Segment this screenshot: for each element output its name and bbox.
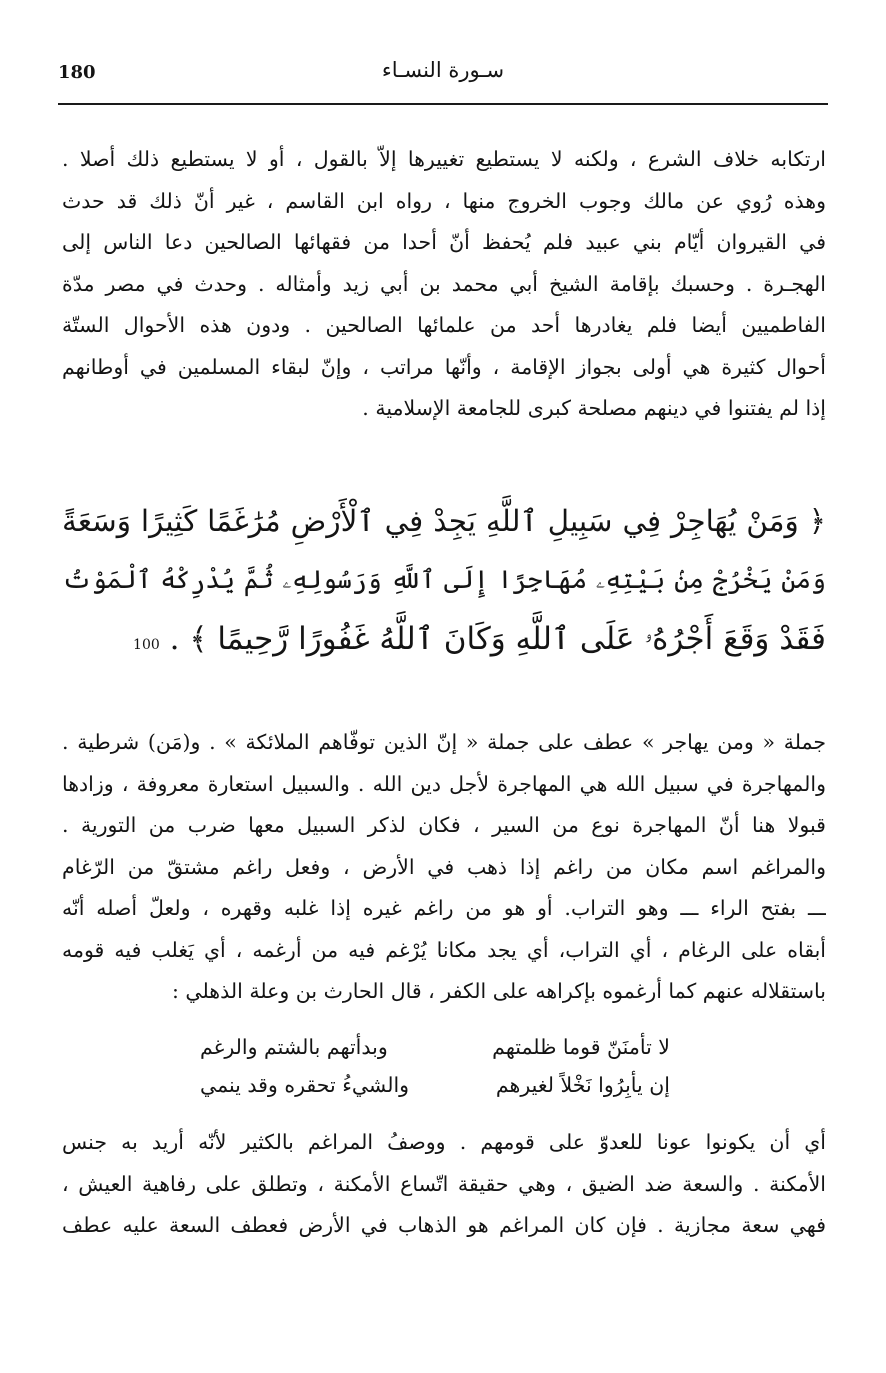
page-header: [58, 56, 828, 100]
text-line: وهذه رُوي عن مالك وجوب الخروج منها ، رواه ابن القاسم ، غير أنّ ذلك قد حدث: [62, 188, 826, 213]
quran-verse: [62, 492, 826, 669]
text-line: والمراغم اسم مكان من راغم إذا ذهب في الأرض ، وفعل راغم مشتقّ من الرّغام: [62, 854, 826, 879]
text-line: أحوال كثيرة هي أولى بجواز الإقامة ، وأنّها مراتب ، وإنّ لبقاء المسلمين في أوطانهم: [62, 354, 826, 379]
page-number: 180: [58, 62, 96, 83]
text-line: قبولا هنا أنّ المهاجرة نوع من السير ، فكان لذكر السبيل معها ضرب من التورية .: [62, 813, 826, 837]
poetry-row: [200, 1066, 670, 1104]
text-line: جملة « ومن يهاجر » عطف على جملة « إنّ الذين توفّاهم الملائكة » . و(مَن) شرطية .: [62, 730, 826, 754]
commentary-paragraph-3: [62, 1122, 826, 1247]
text-line: أبقاه على الرغام ، أي التراب، أي يجد مكانا يُرْغم فيه من أرغمه ، أي يَغلب فيه قومه: [62, 937, 826, 962]
text-line: الأمكنة . والسعة ضد الضيق ، وهي حقيقة اتّساع الأمكنة ، وتطلق على رفاهية العيش ،: [62, 1171, 826, 1196]
text-line: إذا لم يفتنوا في دينهم مصلحة كبرى للجامعة الإسلامية .: [362, 396, 826, 420]
verse-number: 100: [133, 637, 160, 653]
poetry-first-hemistich: إن يأبِرُوا نَخْلاً لغيرهم: [495, 1073, 670, 1097]
text-line: فهي سعة مجازية . فإن كان المراغم هو الذهاب في الأرض فعطف السعة عليه عطف: [62, 1213, 826, 1237]
verse-line-text: فَقَدْ وَقَعَ أَجْرُهُۥ عَلَى ٱللَّهِ وَكَانَ ٱللَّهُ غَفُورًا رَّحِيمًا ﴾ .: [169, 621, 826, 657]
text-line: ارتكابه خلاف الشرع ، ولكنه لا يستطيع تغييرها إلاّ بالقول ، أو لا يستطيع ذلك أصلا .: [62, 147, 826, 171]
poetry-row: [200, 1028, 670, 1066]
poetry-verses: [200, 1028, 670, 1104]
verse-line: ﴿ وَمَنْ يُهَاجِرْ فِي سَبِيلِ ٱللَّهِ يَجِدْ فِي ٱلْأَرْضِ مُرَٰغَمًا كَثِيرًا وَسَعَةً: [62, 504, 826, 538]
text-line: باستقلاله عنهم كما أرغموه بإكراهه على الكفر ، قال الحارث بن وعلة الذهلي :: [172, 979, 826, 1003]
verse-line-last: [62, 610, 826, 669]
surah-title: سـورة النسـاء: [381, 58, 505, 82]
verse-line: وَمَنْ يَخْرُجْ مِنۢ بَيْتِهِۦ مُهَاجِرًا إِلَى ٱللَّهِ وَرَسُولِهِۦ ثُمَّ يُدْرِكْهُ ٱلْمَوْتُ: [62, 565, 826, 595]
text-line: في القيروان أيّام بني عبيد فلم يُحفظ أنّ أحدا من فقهائها الصالحين دعا الناس إلى: [62, 230, 826, 254]
text-line: أي أن يكونوا عونا للعدوّ على قومهم . ووصفُ المراغم بالكثير لأنّه أريد به جنس: [62, 1130, 826, 1154]
text-line: الفاطميين أيضا فلم يغادرها أحد من علمائها الصالحين . ودون هذه الأحوال الستّة: [62, 313, 826, 337]
header-rule: [58, 103, 828, 105]
commentary-paragraph-2: [62, 722, 826, 1013]
text-line: والمهاجرة في سبيل الله هي المهاجرة لأجل دين الله . والسبيل استعارة معروفة ، وزادها: [62, 771, 826, 796]
poetry-first-hemistich: لا تأمنَنّ قوما ظلمتهم: [492, 1035, 670, 1059]
poetry-second-hemistich: والشيءُ تحقره وقد ينمي: [200, 1073, 410, 1097]
text-line: ـــ بفتح الراء ـــ وهو التراب. أو هو من راغم غيره إذا غلبه وقهره ، ولعلّ أصله أنّه: [62, 896, 826, 920]
poetry-second-hemistich: وبدأتهم بالشتم والرغم: [200, 1035, 388, 1059]
text-line: الهجـرة . وحسبك بإقامة الشيخ أبي محمد بن أبي زيد وأمثاله . وحدث في مصر مدّة: [62, 271, 826, 296]
commentary-paragraph-1: [62, 139, 826, 430]
